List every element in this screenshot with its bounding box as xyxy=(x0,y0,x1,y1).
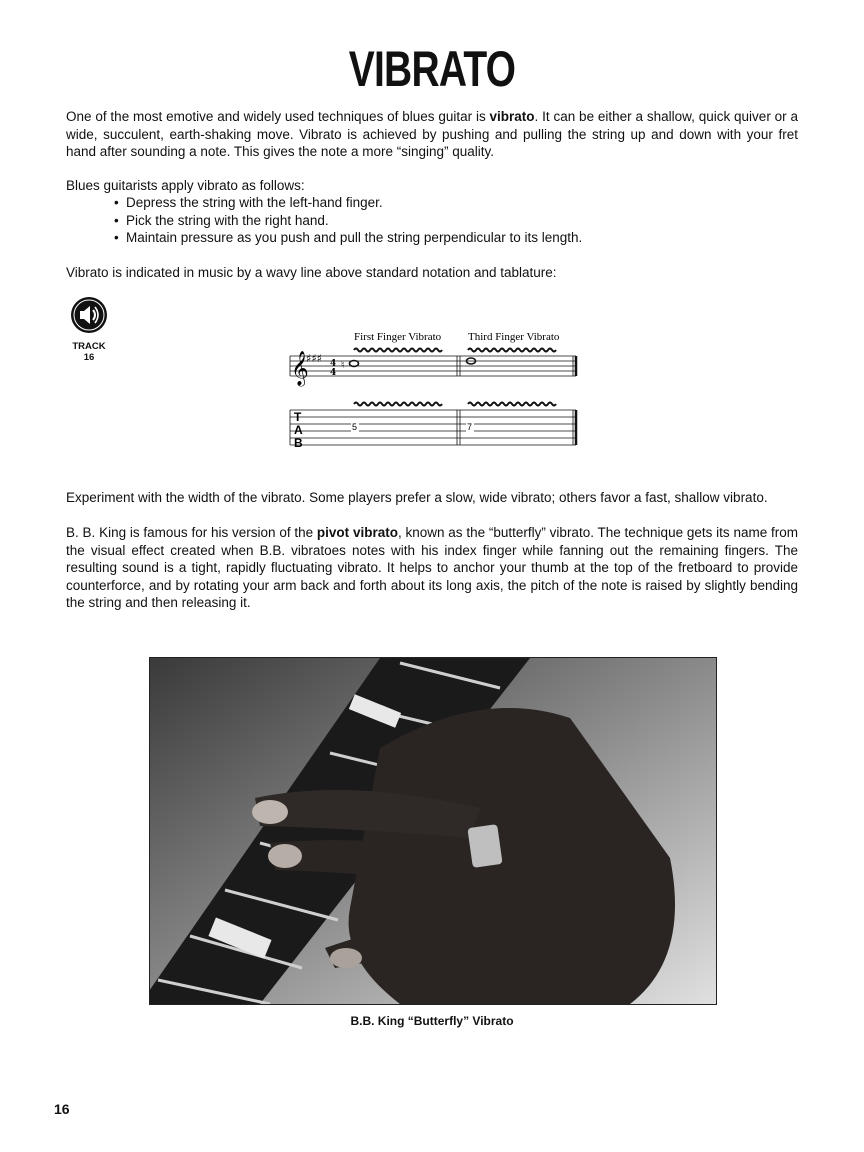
treble-clef: 𝄞 xyxy=(291,351,309,386)
technique-list xyxy=(114,194,582,247)
time-signature: 4 xyxy=(330,359,337,369)
key-signature: ♯♯♯ xyxy=(306,352,322,365)
tab-fret-1: 5 xyxy=(352,422,358,432)
bbking-photo xyxy=(149,657,717,1005)
track-label: TRACK 16 xyxy=(72,341,106,363)
photo-caption: B.B. King “Butterfly” Vibrato xyxy=(350,1014,514,1028)
apply-heading: Blues guitarists apply vibrato as follows: xyxy=(66,178,305,193)
list-item: • Maintain pressure as you push and pull the string perpendicular to its length. xyxy=(114,229,582,247)
tab-fret-2: 7 xyxy=(467,422,473,432)
tab-vibrato-2 xyxy=(468,403,556,406)
tab-letter-t: T xyxy=(294,410,302,424)
indicated-paragraph: Vibrato is indicated in music by a wavy line above standard notation and tablature: xyxy=(66,265,557,280)
vibrato-label-first: First Finger Vibrato xyxy=(354,331,442,343)
page-title: VIBRATO xyxy=(348,41,516,97)
music-notation xyxy=(286,326,582,454)
experiment-paragraph: Experiment with the width of the vibrato. Some players prefer a slow, wide vibrato; others favor a fast, shallow vibrato. xyxy=(66,490,768,505)
vibrato-label-third: Third Finger Vibrato xyxy=(468,331,560,343)
speaker-icon xyxy=(70,296,108,334)
bbking-paragraph: B. B. King is famous for his version of the pivot vibrato, known as the “butterfly” vibrato. The technique gets its name from the visual effect created when B.B. vibratoes notes with his index finger while fanning out the remaining fingers. The resulting sound is a tight, rapidly fluctuating vibrato. It helps to anchor your thumb at the top of the fretboard to provide counterforce, and by rotating your arm back and forth about its long axis, the pitch of the note is raised by slightly bending the string and then releasing it. xyxy=(66,525,798,610)
tab-letter-a: A xyxy=(294,423,303,437)
svg-text:4: 4 xyxy=(330,368,337,378)
track-badge[interactable] xyxy=(66,296,112,363)
tab-letter-b: B xyxy=(294,436,303,450)
list-item: • Depress the string with the left-hand finger. xyxy=(114,194,582,212)
tab-staff xyxy=(290,410,576,445)
intro-paragraph: One of the most emotive and widely used techniques of blues guitar is vibrato. It can be either a shallow, quick quiver or a wide, succulent, earth-shaking move. Vibrato is achieved by pushing and pulling the string up and down with your fret hand after sounding a note. This gives the note a more “singing” quality. xyxy=(66,109,798,159)
list-item: • Pick the string with the right hand. xyxy=(114,212,582,230)
page-number: 16 xyxy=(54,1101,70,1117)
vibrato-line-1 xyxy=(354,349,442,352)
vibrato-line-2 xyxy=(468,349,556,352)
natural-sign: ♮ xyxy=(341,360,345,371)
tab-vibrato-1 xyxy=(354,403,442,406)
